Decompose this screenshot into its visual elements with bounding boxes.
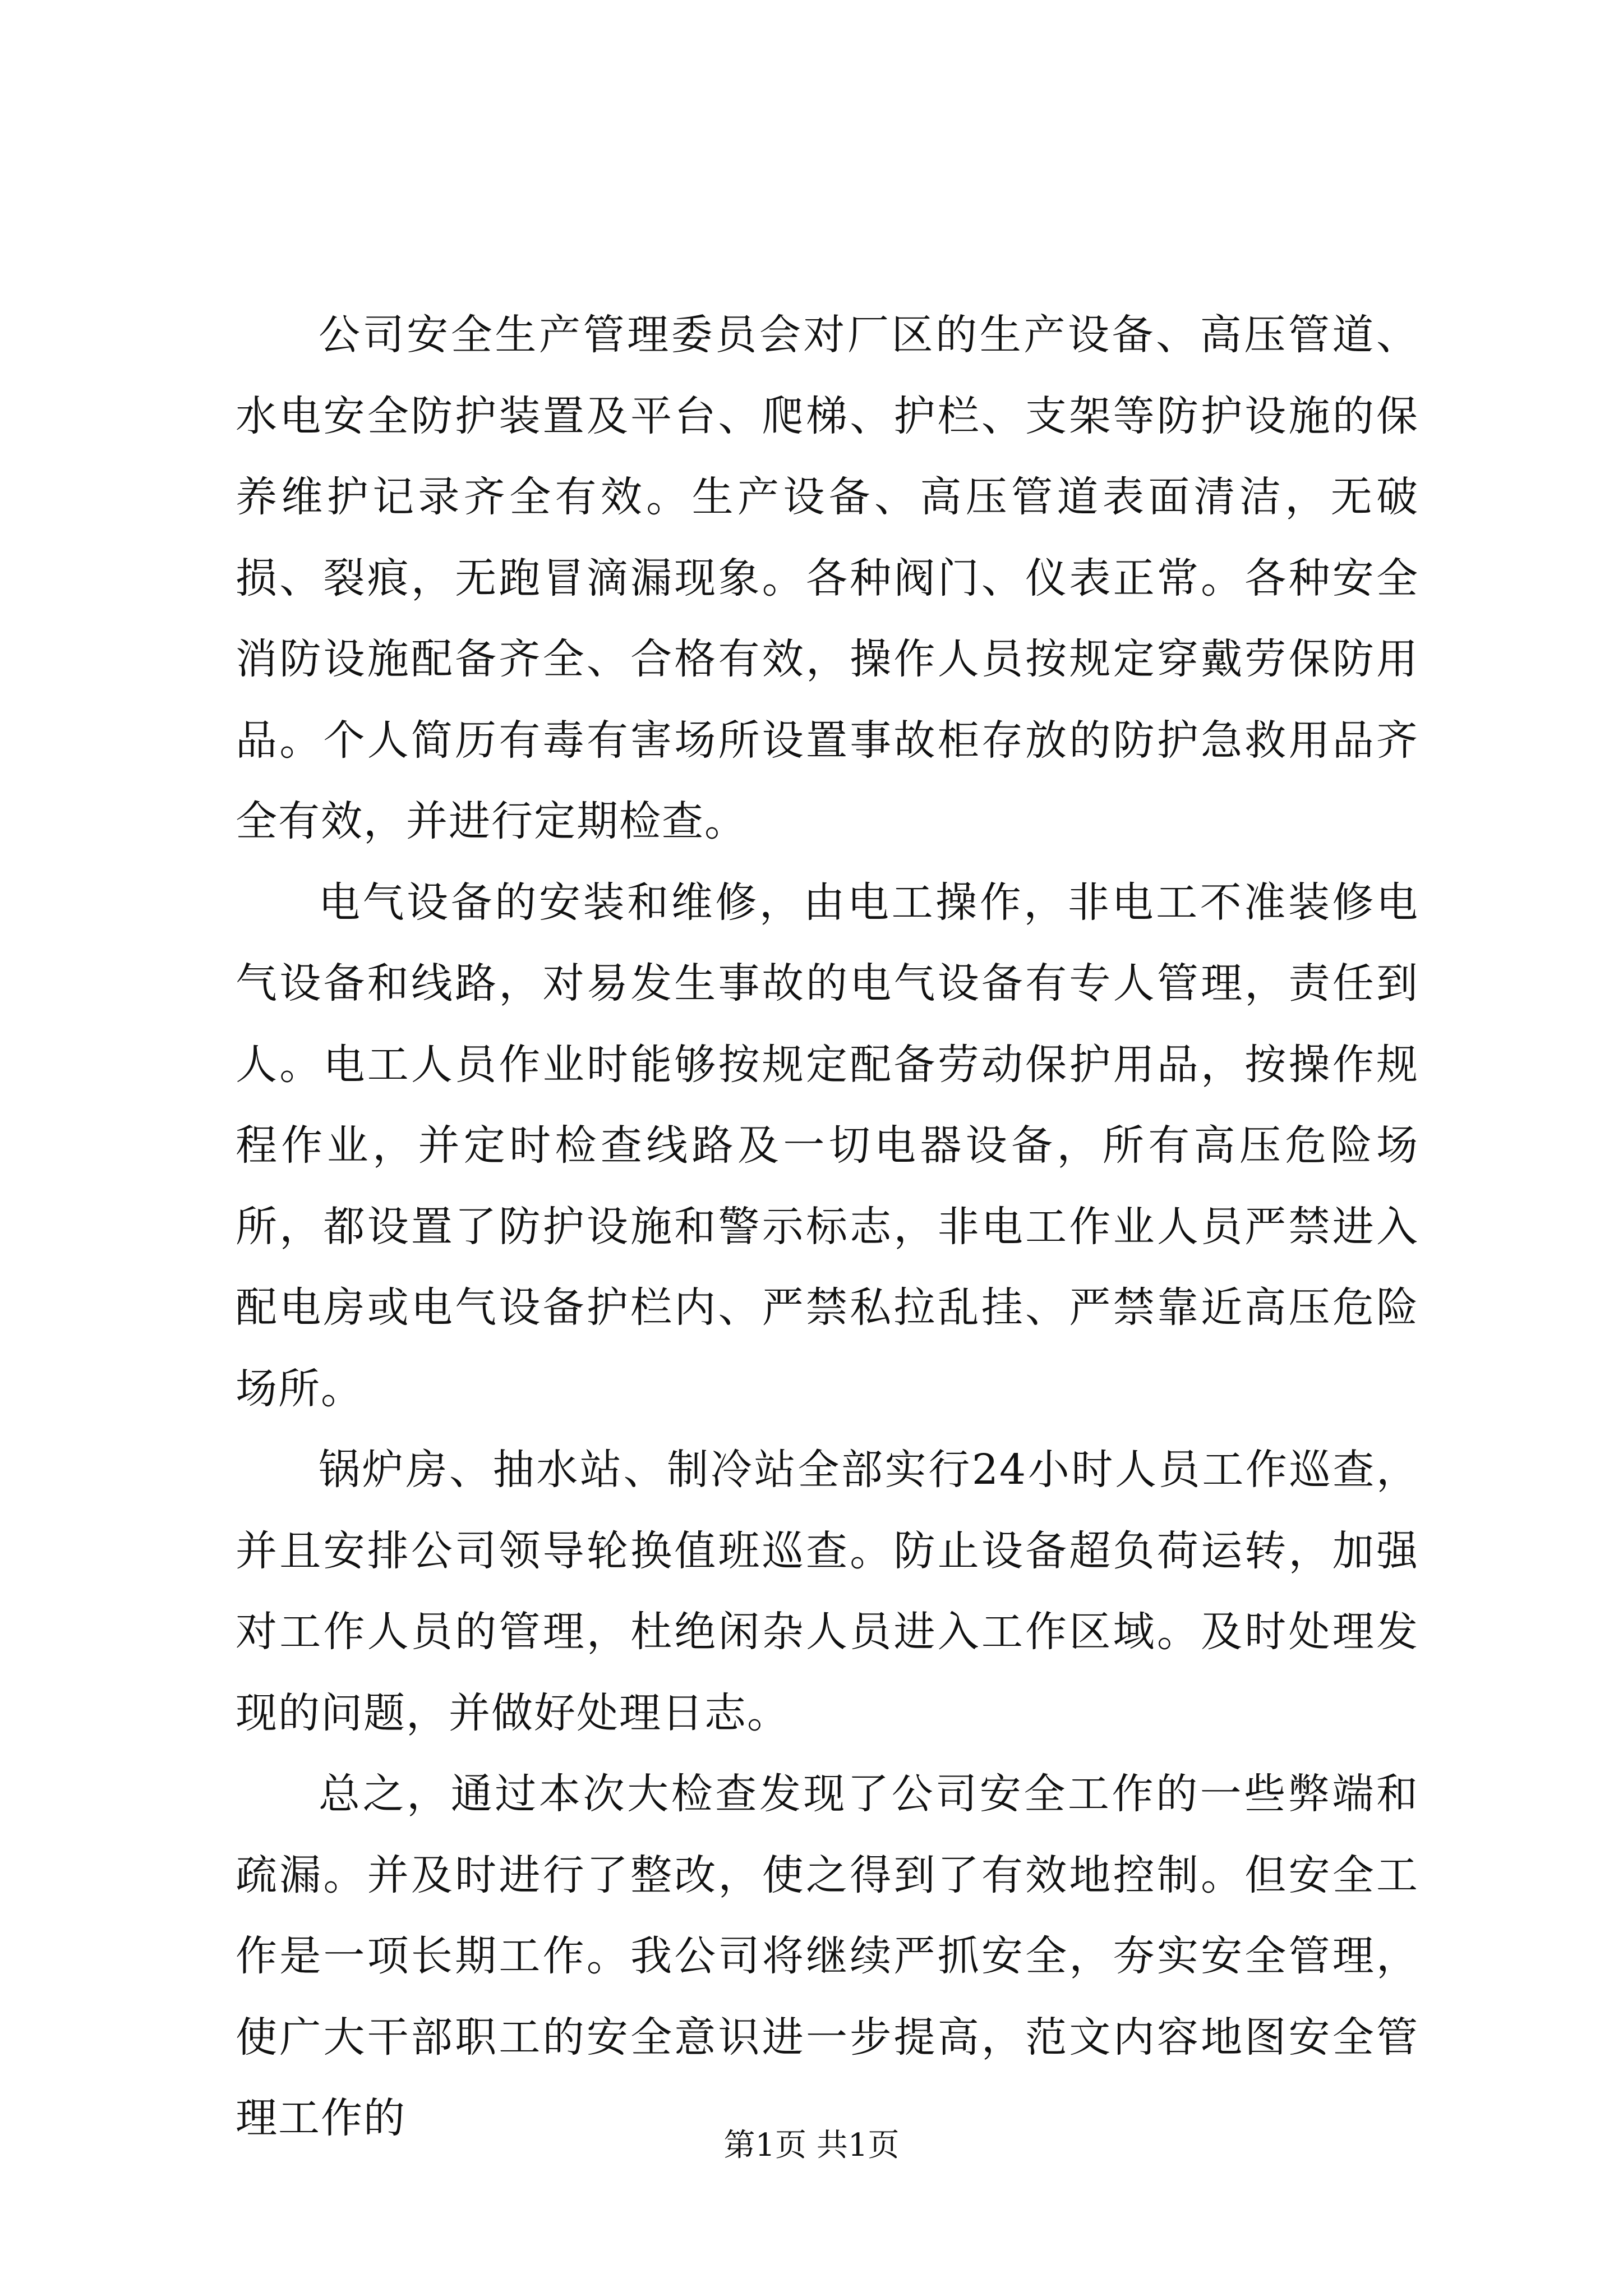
page-number-footer: 第1页 共1页: [723, 2127, 900, 2164]
paragraph-patrol-inspection: 锅炉房、抽水站、制冷站全部实行24小时人员工作巡查，并且安排公司领导轮换值班巡查。防止设备超负荷运转，加强对工作人员的管理，杜绝闲杂人员进入工作区域。及时处理发现的问题，并做好处理日志。: [236, 1446, 1419, 1737]
document-body: [236, 295, 1419, 2159]
paragraph-equipment-maintenance: 公司安全生产管理委员会对厂区的生产设备、高压管道、水电安全防护装置及平台、爬梯、护栏、支架等防护设施的保养维护记录齐全有效。生产设备、高压管道表面清洁，无破损、裂痕，无跑冒滴漏现象。各种阀门、仪表正常。各种安全消防设施配备齐全、合格有效，操作人员按规定穿戴劳保防用品。个人简历有毒有害场所设置事故柜存放的防护急救用品齐全有效，并进行定期检查。: [236, 311, 1419, 845]
paragraph-summary: 总之，通过本次大检查发现了公司安全工作的一些弊端和疏漏。并及时进行了整改，使之得到了有效地控制。但安全工作是一项长期工作。我公司将继续严抓安全，夯实安全管理，使广大干部职工的安全意识进一步提高，范文内容地图安全管理工作的: [236, 1770, 1419, 2142]
paragraph-electrical-safety: 电气设备的安装和维修，由电工操作，非电工不准装修电气设备和线路，对易发生事故的电气设备有专人管理，责任到人。电工人员作业时能够按规定配备劳动保护用品，按操作规程作业，并定时检查线路及一切电器设备，所有高压危险场所，都设置了防护设施和警示标志，非电工作业人员严禁进入配电房或电气设备护栏内、严禁私拉乱挂、严禁靠近高压危险场所。: [236, 878, 1419, 1413]
